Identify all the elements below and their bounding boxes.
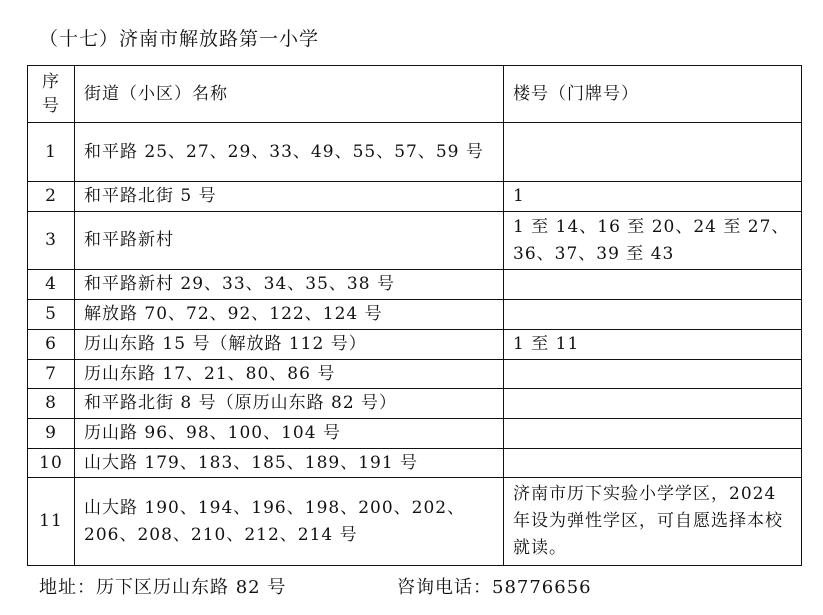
row-street: 山大路 190、194、196、198、200、202、206、208、210、212、214 号 [75, 478, 504, 566]
phone-label: 咨询电话： [397, 577, 492, 598]
table-row [28, 478, 802, 566]
header-seq: 序号 [28, 66, 75, 123]
row-building: 1 [504, 182, 802, 212]
row-street: 和平路北街 8 号（原历山东路 82 号） [75, 389, 504, 419]
row-street: 和平路北街 5 号 [75, 182, 504, 212]
row-building [504, 123, 802, 182]
row-building [504, 389, 802, 419]
row-seq: 5 [28, 300, 75, 330]
table-row [28, 389, 802, 419]
row-street: 和平路新村 [75, 212, 504, 270]
row-street: 历山东路 17、21、80、86 号 [75, 360, 504, 389]
school-district-table [27, 65, 802, 566]
phone-value: 58776656 [492, 577, 592, 598]
row-building [504, 300, 802, 330]
table-header-row [28, 66, 802, 123]
address-label: 地址： [39, 577, 96, 598]
table-row [28, 449, 802, 478]
table-row [28, 419, 802, 449]
row-building [504, 449, 802, 478]
row-seq: 7 [28, 360, 75, 389]
table-row [28, 270, 802, 300]
row-seq: 3 [28, 212, 75, 270]
row-seq: 8 [28, 389, 75, 419]
row-building [504, 419, 802, 449]
row-street: 和平路新村 29、33、34、35、38 号 [75, 270, 504, 300]
row-seq: 9 [28, 419, 75, 449]
row-street: 山大路 179、183、185、189、191 号 [75, 449, 504, 478]
table-row [28, 300, 802, 330]
table-row [28, 212, 802, 270]
row-building: 1 至 14、16 至 20、24 至 27、36、37、39 至 43 [504, 212, 802, 270]
row-street: 历山东路 15 号（解放路 112 号） [75, 330, 504, 360]
table-row [28, 123, 802, 182]
row-street: 和平路 25、27、29、33、49、55、57、59 号 [75, 123, 504, 182]
row-street: 历山路 96、98、100、104 号 [75, 419, 504, 449]
footer-address [39, 573, 286, 599]
row-seq: 1 [28, 123, 75, 182]
row-building: 济南市历下实验小学学区，2024 年设为弹性学区，可自愿选择本校就读。 [504, 478, 802, 566]
table-row [28, 360, 802, 389]
table-row [28, 182, 802, 212]
page-title: （十七）济南市解放路第一小学 [39, 28, 320, 50]
row-seq: 11 [28, 478, 75, 566]
address-value: 历下区历山东路 82 号 [96, 577, 287, 598]
row-building [504, 270, 802, 300]
header-street: 街道（小区）名称 [75, 66, 504, 123]
row-street: 解放路 70、72、92、122、124 号 [75, 300, 504, 330]
header-building: 楼号（门牌号） [504, 66, 802, 123]
row-seq: 2 [28, 182, 75, 212]
row-building [504, 360, 802, 389]
row-seq: 10 [28, 449, 75, 478]
row-seq: 4 [28, 270, 75, 300]
row-building: 1 至 11 [504, 330, 802, 360]
table-row [28, 330, 802, 360]
row-seq: 6 [28, 330, 75, 360]
footer-phone [397, 573, 592, 599]
